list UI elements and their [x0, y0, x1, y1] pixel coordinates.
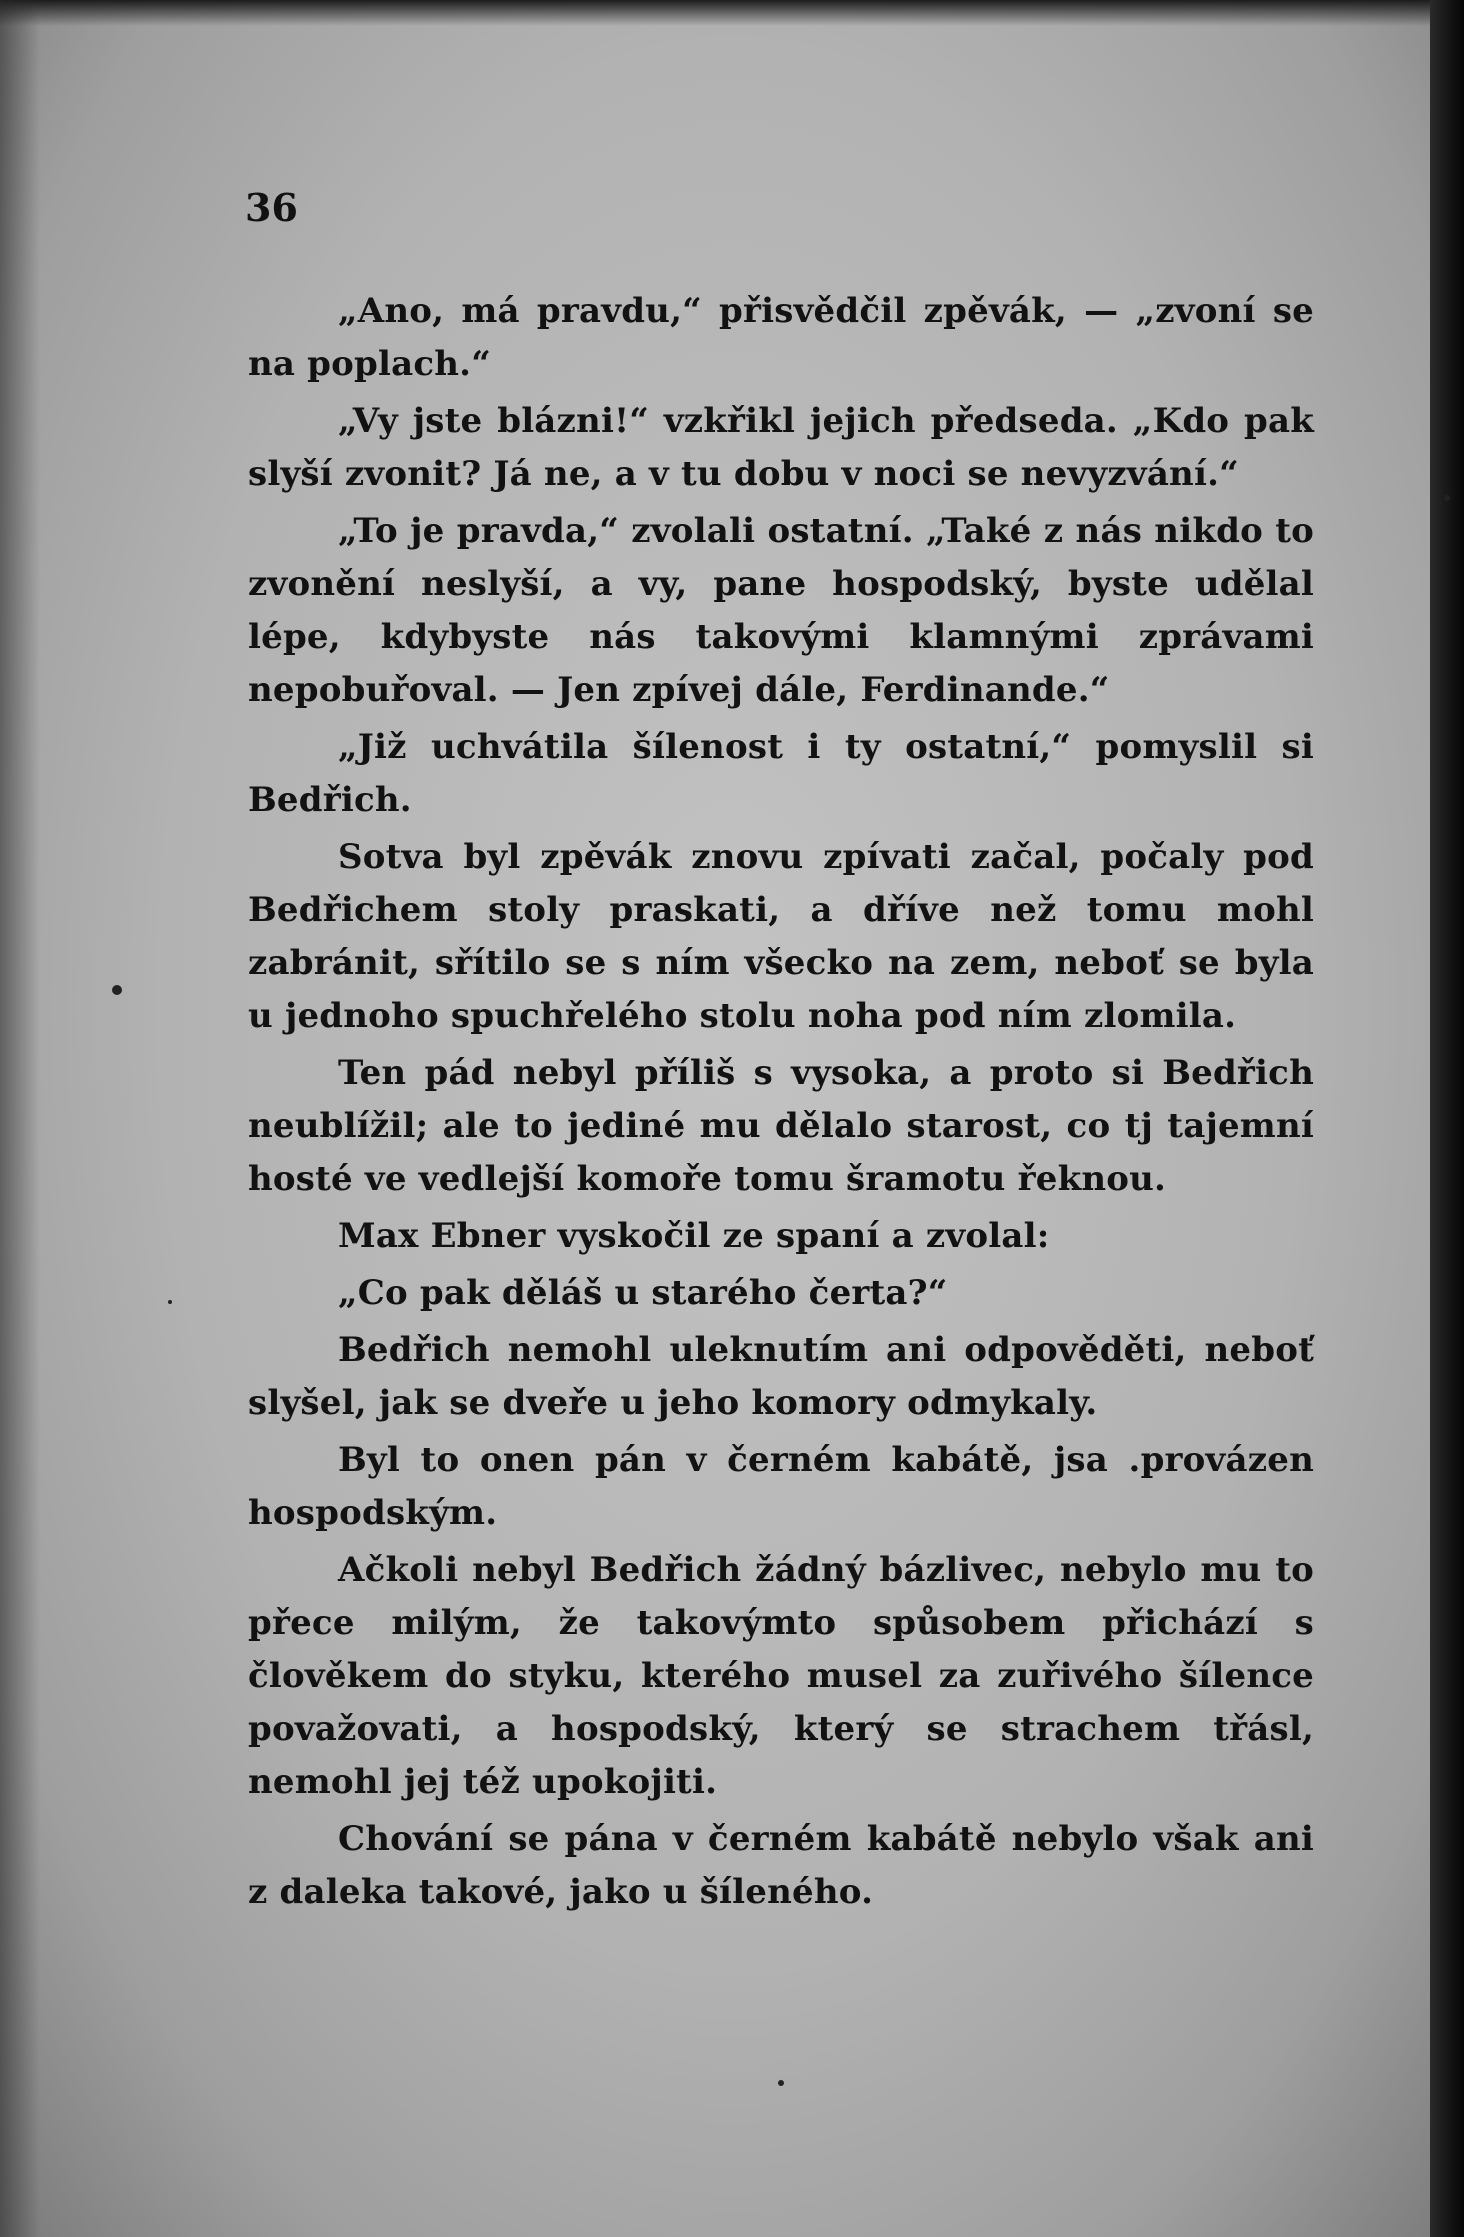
- paragraph: Ten pád nebyl příliš s vysoka, a proto si Bedřich neublížil; ale to jediné mu dělalo starost, co tj tajemní hosté ve vedlejší komoře tomu šramotu řeknou.: [248, 1053, 1314, 1199]
- paragraph: „To je pravda,“ zvolali ostatní. „Také z nás nikdo to zvonění neslyší, a vy, pane hospodský, byste udělal lépe, kdybyste nás takovými klamnými zprávami nepobuřoval. — Jen zpívej dále, Ferdinande.“: [248, 511, 1314, 710]
- page-right-binding-edge: [1430, 0, 1464, 2237]
- paragraph: „Ano, má pravdu,“ přisvědčil zpěvák, — „zvoní se na poplach.“: [248, 291, 1314, 384]
- paragraph: „Co pak děláš u starého čerta?“: [338, 1273, 948, 1313]
- paragraph: Ačkoli nebyl Bedřich žádný bázlivec, nebylo mu to přece milým, že takovýmto spůsobem přichází s člověkem do styku, kterého musel za zuřivého šílence považovati, a hospodský, který se strachem třásl, nemohl jej též upokojiti.: [248, 1550, 1314, 1802]
- paragraph: Chování se pána v černém kabátě nebylo však ani z daleka takové, jako u šíleného.: [248, 1819, 1314, 1912]
- page-left-shadow: [0, 0, 40, 2237]
- scan-speck: [112, 985, 122, 995]
- paragraph: „Již uchvátila šílenost i ty ostatní,“ pomyslil si Bedřich.: [248, 727, 1314, 820]
- paragraph: Max Ebner vyskočil ze spaní a zvolal:: [338, 1216, 1050, 1256]
- paragraph: Sotva byl zpěvák znovu zpívati začal, počaly pod Bedřichem stoly praskati, a dříve než tomu mohl zabránit, sřítilo se s ním všecko na zem, neboť se byla u jednoho spuchřelého stolu noha pod ním zlomila.: [248, 837, 1314, 1036]
- paragraph: Bedřich nemohl uleknutím ani odpověděti, neboť slyšel, jak se dveře u jeho komory odmykaly.: [248, 1330, 1314, 1423]
- body-text: [248, 285, 1314, 1923]
- scan-speck: [778, 2080, 784, 2086]
- page-number: 36: [245, 185, 298, 230]
- scan-speck: [1444, 495, 1450, 501]
- page-top-shadow: [0, 0, 1464, 26]
- paragraph: „Vy jste blázni!“ vzkřikl jejich předseda. „Kdo pak slyší zvonit? Já ne, a v tu dobu v noci se nevyzvání.“: [248, 401, 1314, 494]
- scan-speck: [168, 1300, 172, 1304]
- paragraph: Byl to onen pán v černém kabátě, jsa .provázen hospodským.: [248, 1440, 1314, 1533]
